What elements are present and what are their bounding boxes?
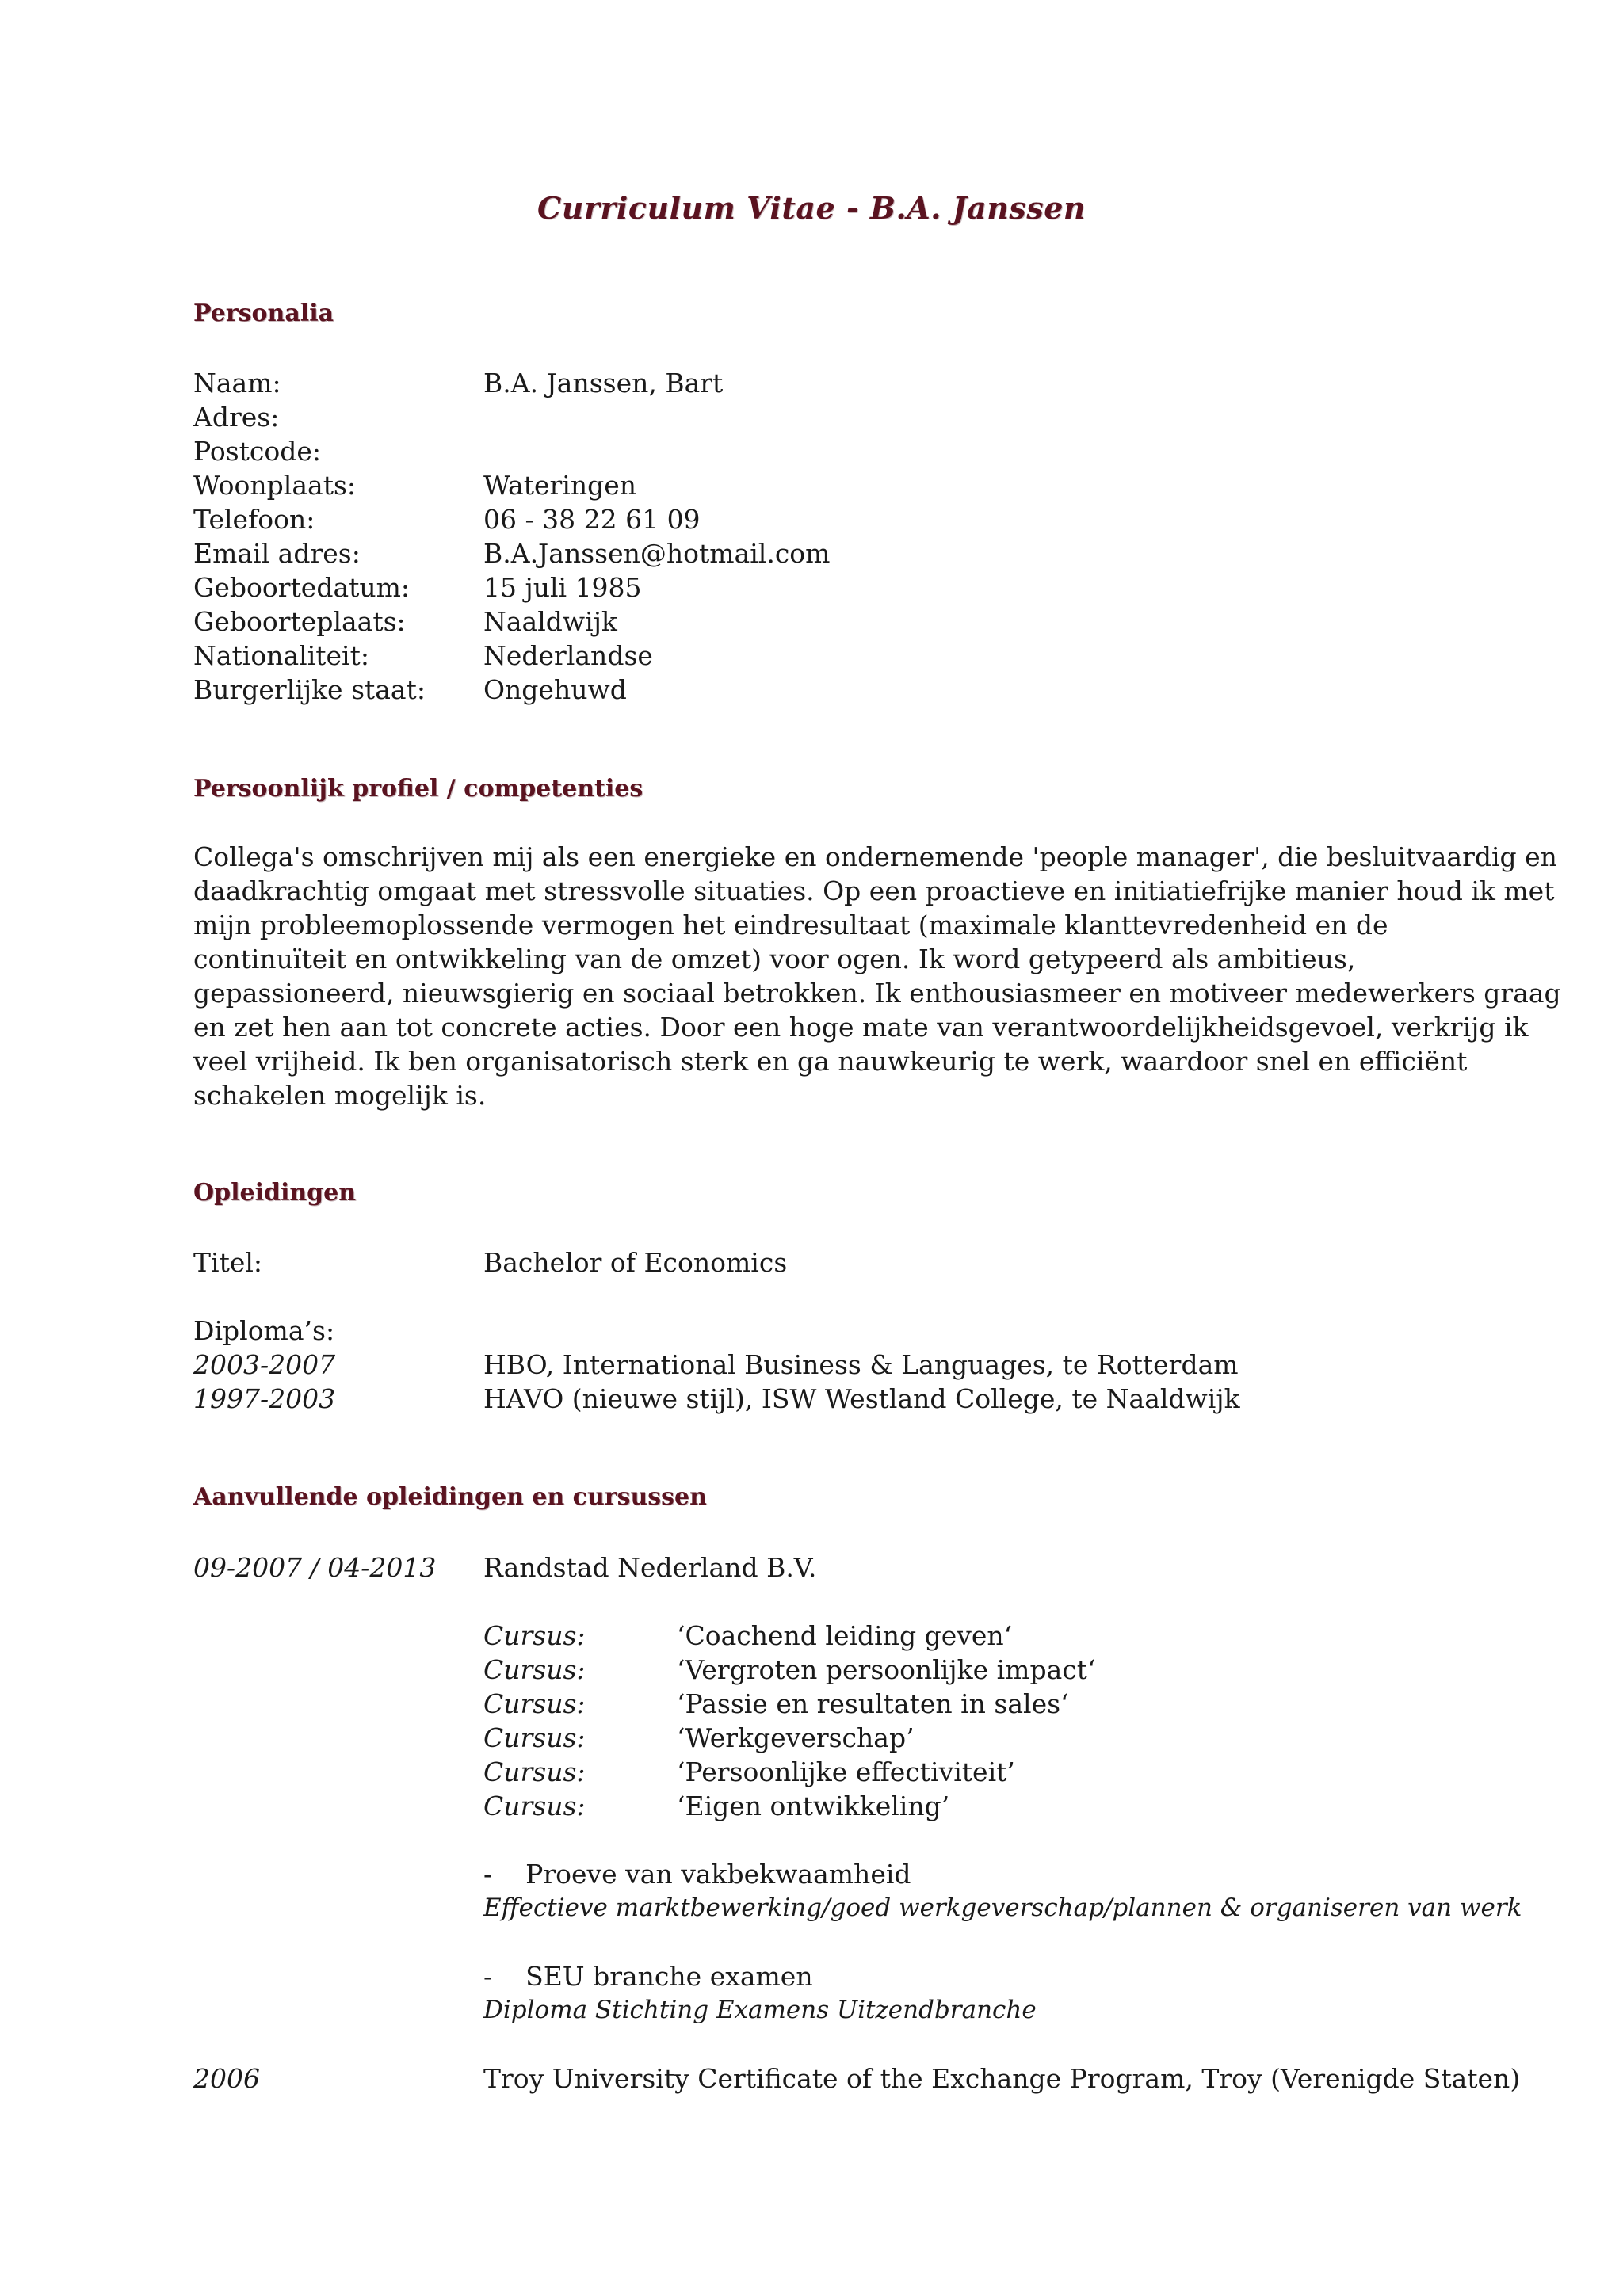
diploma-text: HBO, International Business & Languages, te Rotterdam: [483, 1349, 1239, 1380]
field-label: Burgerlijke staat:: [193, 674, 426, 705]
field-label: Telefoon:: [193, 504, 315, 535]
heading-personalia: Personalia: [193, 299, 334, 327]
field-label: Geboorteplaats:: [193, 606, 406, 637]
field-value: Naaldwijk: [483, 606, 617, 637]
field-label: Postcode:: [193, 436, 322, 467]
course-period: 09-2007 / 04-2013: [193, 1552, 437, 1583]
field-label: Naam:: [193, 368, 281, 399]
field-label: Nationaliteit:: [193, 640, 369, 671]
profile-line: continuïteit en ontwikkeling van de omzet) voor ogen. Ik word getypeerd als ambitieus,: [193, 944, 1356, 974]
profile-line: Collega's omschrijven mij als een energieke en ondernemende 'people manager', die besluitvaardig en: [193, 841, 1557, 872]
profile-line: mijn probleemoplossende vermogen het eindresultaat (maximale klanttevredenheid en de: [193, 910, 1388, 940]
heading-education: Opleidingen: [193, 1179, 357, 1207]
profile-line: en zet hen aan tot concrete acties. Door een hoge mate van verantwoordelijkheidsgevoel, verkrijg ik: [193, 1012, 1529, 1043]
field-label: Woonplaats:: [193, 470, 357, 501]
course-label: Cursus:: [483, 1654, 586, 1685]
field-label: Titel:: [193, 1247, 263, 1278]
heading-profile: Persoonlijk profiel / competenties: [193, 775, 643, 803]
course-label: Cursus:: [483, 1688, 586, 1719]
field-value: B.A. Janssen, Bart: [483, 368, 724, 399]
course-label: Cursus:: [483, 1722, 586, 1753]
diploma-text: HAVO (nieuwe stijl), ISW Westland College, te Naaldwijk: [483, 1383, 1240, 1414]
extra-title: - Proeve van vakbekwaamheid: [483, 1859, 911, 1890]
course-description: Troy University Certificate of the Exchange Program, Troy (Verenigde Staten): [483, 2063, 1521, 2094]
profile-line: daadkrachtig omgaat met stressvolle situaties. Op een proactieve en initiatiefrijke manier houd ik met: [193, 875, 1555, 906]
field-label: Email adres:: [193, 538, 361, 569]
course-name: ‘Werkgeverschap’: [677, 1722, 915, 1753]
extra-subtitle: Effectieve marktbewerking/goed werkgeverschap/plannen & organiseren van werk: [483, 1894, 1522, 1922]
course-period: 2006: [193, 2063, 260, 2094]
field-value: Bachelor of Economics: [483, 1247, 788, 1278]
course-name: ‘Passie en resultaten in sales‘: [677, 1688, 1069, 1719]
page-title: Curriculum Vitae - B.A. Janssen: [537, 190, 1086, 226]
email-value: B.A.Janssen@hotmail.com: [483, 538, 831, 569]
field-value: Wateringen: [483, 470, 637, 501]
diploma-period: 2003-2007: [193, 1349, 336, 1380]
course-name: ‘Persoonlijke effectiviteit’: [677, 1756, 1015, 1787]
field-value: Ongehuwd: [483, 674, 627, 705]
extra-subtitle: Diploma Stichting Examens Uitzendbranche: [483, 1996, 1037, 2024]
field-value: Nederlandse: [483, 640, 653, 671]
course-name: ‘Eigen ontwikkeling’: [677, 1791, 950, 1821]
profile-line: gepassioneerd, nieuwsgierig en sociaal betrokken. Ik enthousiasmeer en motiveer medewerkers graag: [193, 978, 1561, 1009]
course-label: Cursus:: [483, 1791, 586, 1821]
profile-paragraph: [193, 840, 1561, 1112]
field-value: 06 - 38 22 61 09: [483, 504, 701, 535]
course-label: Cursus:: [483, 1620, 586, 1651]
profile-line: schakelen mogelijk is.: [193, 1080, 487, 1111]
course-label: Cursus:: [483, 1756, 586, 1787]
course-employer: Randstad Nederland B.V.: [483, 1552, 817, 1583]
course-name: ‘Vergroten persoonlijke impact‘: [677, 1654, 1096, 1685]
field-value: 15 juli 1985: [483, 572, 642, 603]
field-label: Diploma’s:: [193, 1315, 335, 1346]
extra-title: - SEU branche examen: [483, 1961, 813, 1992]
field-label: Geboortedatum:: [193, 572, 411, 603]
diploma-period: 1997-2003: [193, 1383, 336, 1414]
course-name: ‘Coachend leiding geven‘: [677, 1620, 1013, 1651]
field-label: Adres:: [193, 402, 280, 433]
heading-courses: Aanvullende opleidingen en cursussen: [193, 1483, 707, 1511]
profile-line: veel vrijheid. Ik ben organisatorisch sterk en ga nauwkeurig te werk, waardoor snel en efficiënt: [193, 1046, 1468, 1077]
